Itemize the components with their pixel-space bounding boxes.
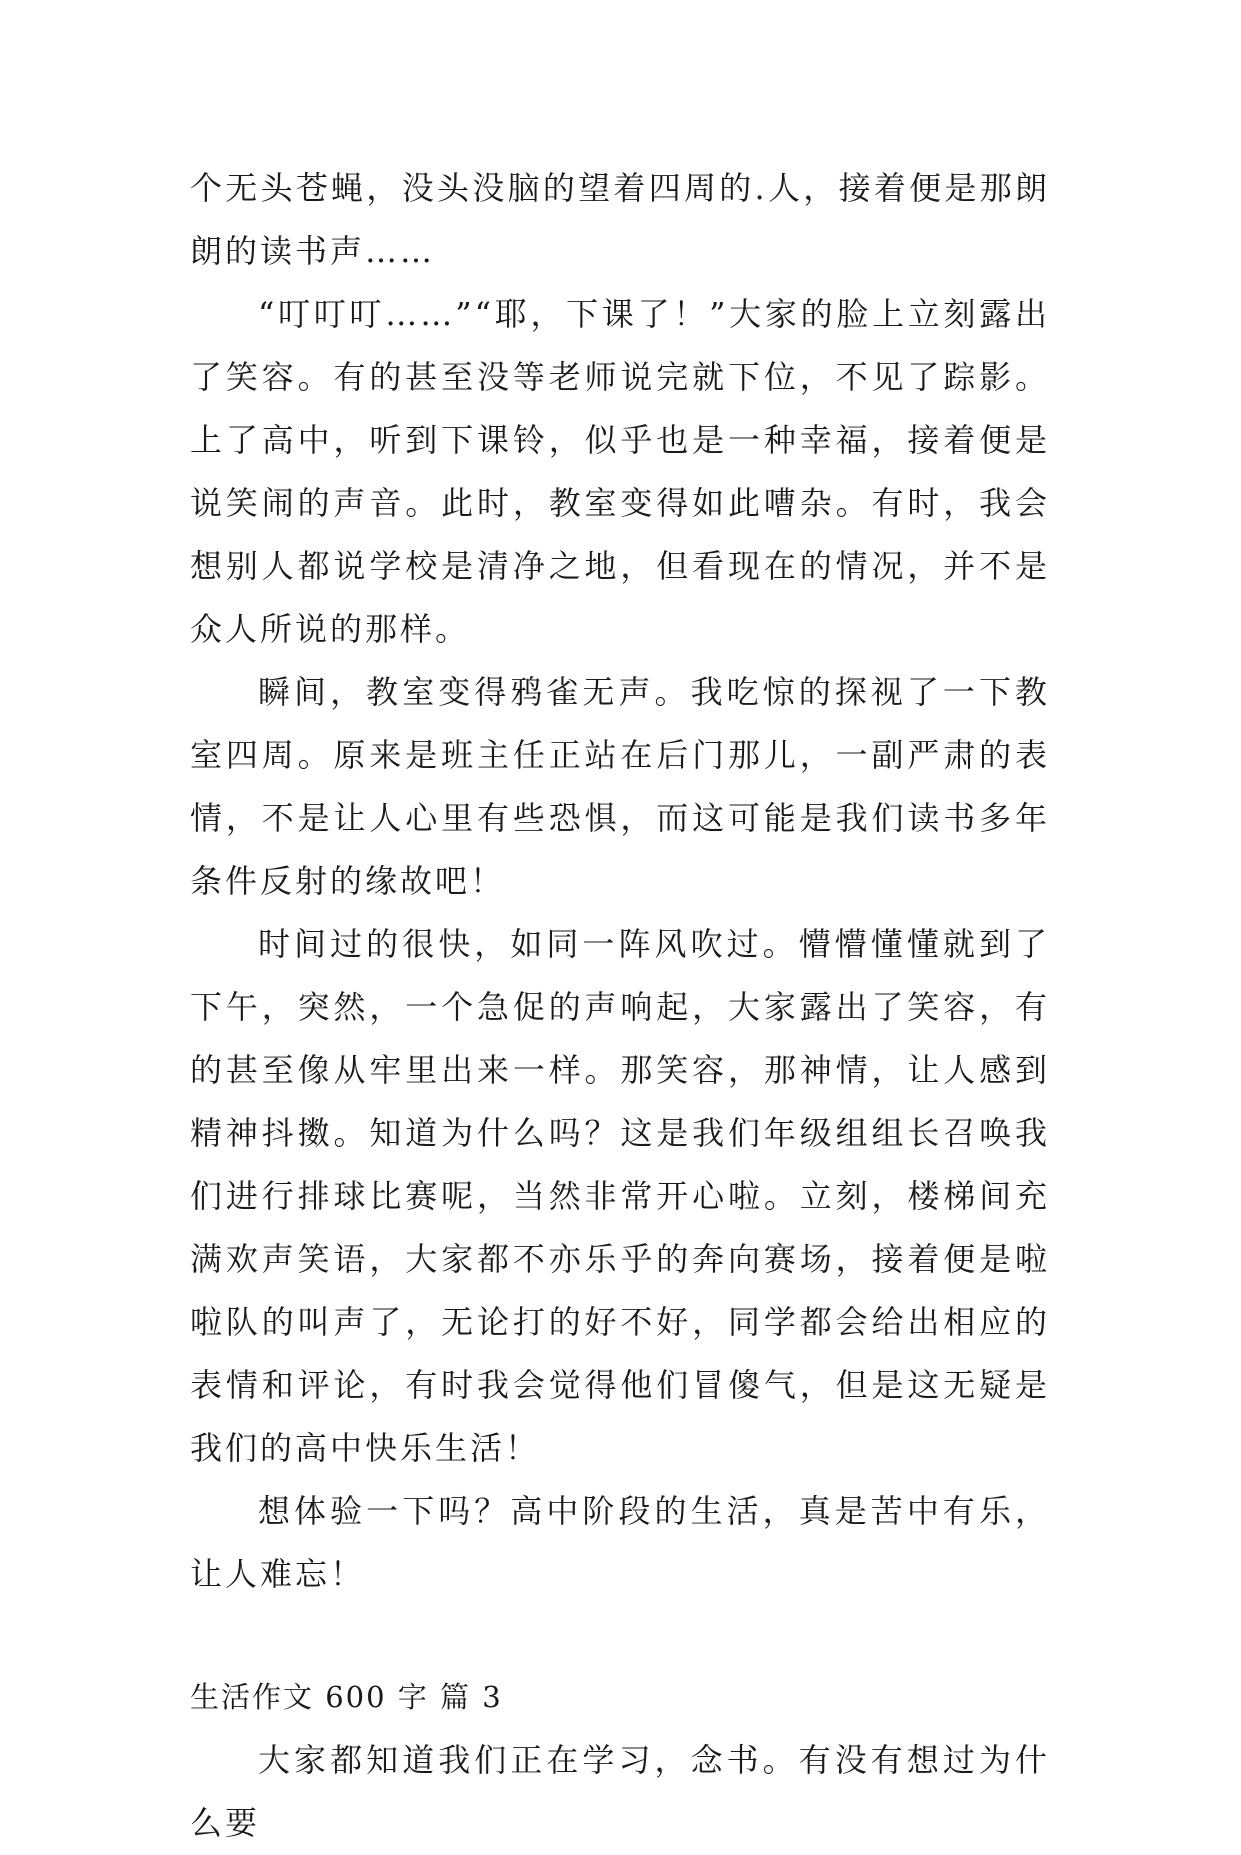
paragraph-6: 大家都知道我们正在学习，念书。有没有想过为什么要	[190, 1741, 1050, 1842]
paragraph-1: 个无头苍蝇，没头没脑的望着四周的.人，接着便是那朗朗的读书声……	[190, 169, 1050, 270]
paragraph-3: 瞬间，教室变得鸦雀无声。我吃惊的探视了一下教室四周。原来是班主任正站在后门那儿，一副严肃的表情，不是让人心里有些恐惧，而这可能是我们读书多年条件反射的缘故吧！	[190, 673, 1050, 900]
document-body	[190, 157, 1050, 1855]
paragraph-4: 时间过的很快，如同一阵风吹过。懵懵懂懂就到了下午，突然，一个急促的声响起，大家露出了笑容，有的甚至像从牢里出来一样。那笑容，那神情，让人感到精神抖擞。知道为什么吗？这是我们年级组组长召唤我们进行排球比赛呢，当然非常开心啦。立刻，楼梯间充满欢声笑语，大家都不亦乐乎的奔向赛场，接着便是啦啦队的叫声了，无论打的好不好，同学都会给出相应的表情和评论，有时我会觉得他们冒傻气，但是这无疑是我们的高中快乐生活！	[190, 925, 1050, 1467]
paragraph-2: “叮叮叮……”“耶，下课了！”大家的脸上立刻露出了笑容。有的甚至没等老师说完就下位，不见了踪影。上了高中，听到下课铃，似乎也是一种幸福，接着便是说笑闹的声音。此时，教室变得如此嘈杂。有时，我会想别人都说学校是清净之地，但看现在的情况，并不是众人所说的那样。	[190, 295, 1050, 648]
paragraph-5: 想体验一下吗？高中阶段的生活，真是苦中有乐，让人难忘！	[190, 1492, 1050, 1593]
section-heading: 生活作文 600 字 篇 3	[190, 1680, 503, 1714]
